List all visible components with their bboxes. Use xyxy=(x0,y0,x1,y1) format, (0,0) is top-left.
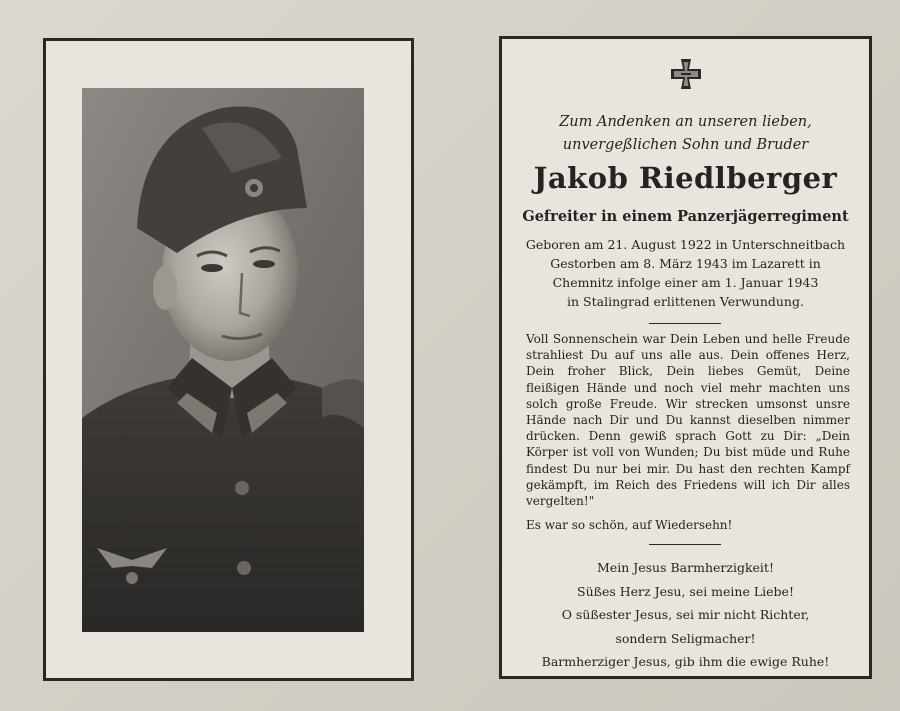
bio-line: Geboren am 21. August 1922 in Unterschneitbach xyxy=(525,237,846,252)
prayer-line: Mein Jesus Barmherzigkeit! xyxy=(597,560,774,575)
intro-text xyxy=(502,111,869,157)
iron-cross-icon xyxy=(670,58,702,90)
prayer-line: Süßes Herz Jesu, sei meine Liebe! xyxy=(577,583,794,599)
prayers-block xyxy=(502,556,869,674)
prayer-line: O süßester Jesus, sei mir nicht Richter, xyxy=(561,607,810,622)
divider-rule xyxy=(649,323,721,324)
farewell-line: Es war so schön, auf Wiedersehn! xyxy=(526,518,733,533)
memorial-text-panel xyxy=(499,36,872,679)
memorial-verse xyxy=(526,331,850,533)
intro-line: unvergeßlichen Sohn und Bruder xyxy=(562,137,809,153)
military-rank: Gefreiter in einem Panzerjägerregiment xyxy=(522,208,849,225)
intro-line: Zum Andenken an unseren lieben, xyxy=(559,114,812,130)
deceased-name: Jakob Riedlberger xyxy=(533,161,838,195)
prayer-line: Barmherziger Jesus, gib ihm die ewige Ruhe! xyxy=(541,654,830,669)
verse-text: Voll Sonnenschein war Dein Leben und helle Freude strahliest Du auf uns alle aus. Dein offenes Herz, Dein froher Blick, Dein liebes Gemüt, Deine fleißigen Hände und noch viel mehr machten uns solch große Freude. Wir strecken umsonst unsre Hände nach Dir und Du kannst dieselben nimmer drücken. Denn gewiß sprach Gott zu Dir: „Dein Körper ist voll von Wunden; Du bist müde und Ruhe findest Du nur bei mir. Du hast den rechten Kampf gekämpft, im Reich des Friedens will ich Dir alles vergelten!" xyxy=(526,332,850,509)
photo-panel xyxy=(43,38,414,681)
prayer-line: sondern Seligmacher! xyxy=(615,630,756,646)
biographical-details xyxy=(502,235,869,311)
bio-line: Gestorben am 8. März 1943 im Lazarett in xyxy=(550,256,821,271)
bio-line: in Stalingrad erlittenen Verwundung. xyxy=(567,294,804,309)
bio-line: Chemnitz infolge einer am 1. Januar 1943 xyxy=(552,275,819,290)
soldier-portrait-photo xyxy=(82,88,364,632)
divider-rule xyxy=(649,544,721,545)
